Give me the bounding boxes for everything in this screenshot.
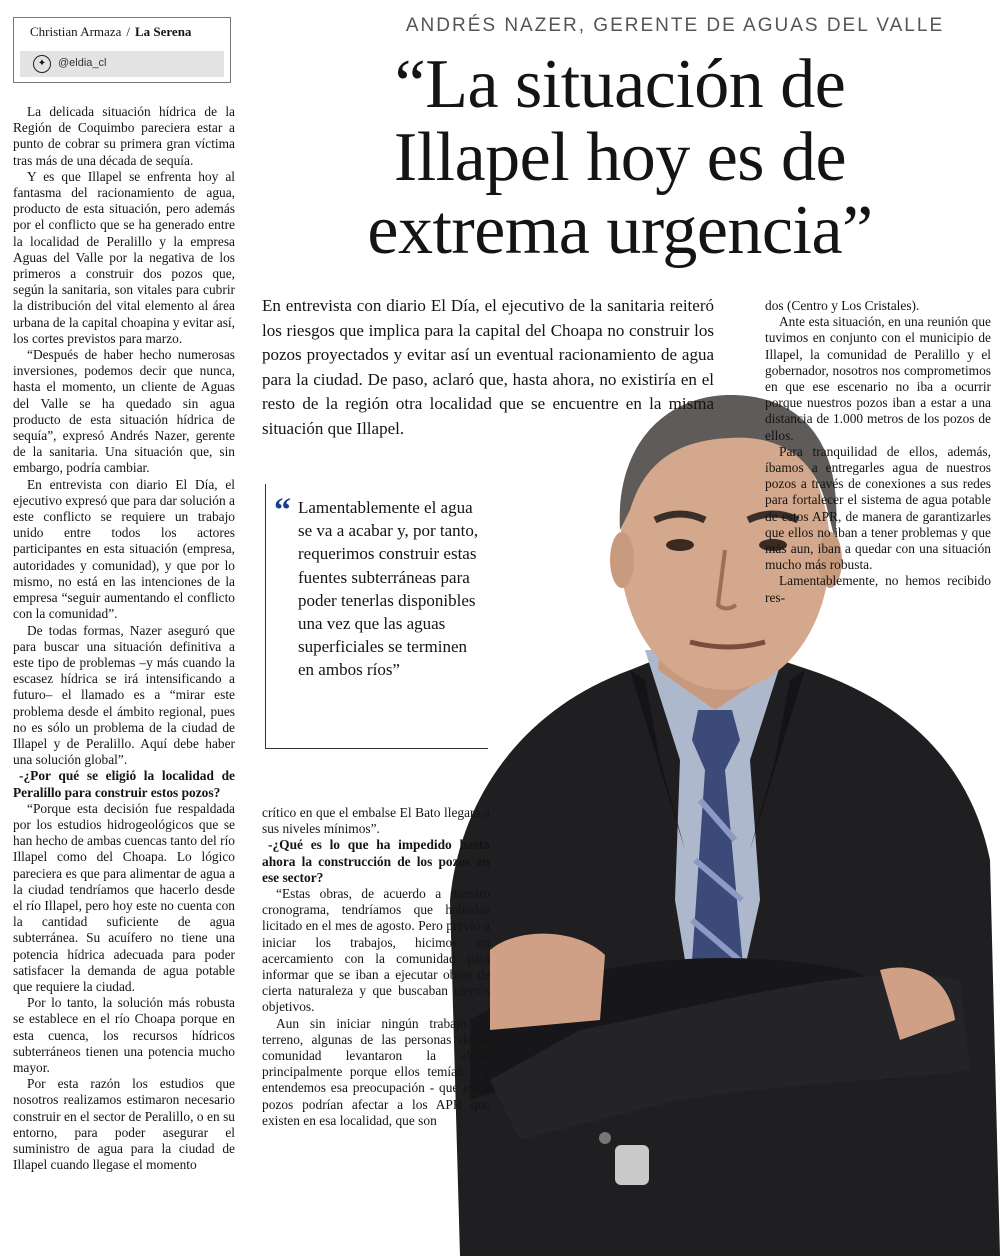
paragraph: Aun sin iniciar ningún trabajo en terreno, algunas de las personas de la comunidad levantaron la alerta principalmente porque ellos temían - y entendemos esa preocupación - que estos pozos podrían afectar a los APR que existen en esa localidad, que son	[262, 1015, 490, 1128]
lead-text: En entrevista con diario El Día, el ejecutivo de la sanitaria reiteró los riesgos que implica para la capital del Choapa no construir los pozos proyectados y evitar así un eventual racionamiento de agua para la ciudad. De paso, aclaró que, hasta ahora, no existiría en el resto de la región otra localidad que se encuentre en la misma situación que Illapel.	[262, 296, 714, 438]
paragraph: crítico en que el embalse El Bato llegara a sus niveles mínimos”.	[262, 805, 490, 837]
pull-quote-box	[265, 484, 488, 749]
social-bar	[20, 51, 224, 77]
headline: “La situación de Illapel hoy es de extrema urgencia”	[367, 46, 873, 269]
byline-box	[13, 17, 231, 83]
kicker: ANDRÉS NAZER, GERENTE DE AGUAS DEL VALLE	[405, 15, 945, 36]
paragraph: “Porque esta decisión fue respaldada por los estudios hidrogeológicos que se han hecho de ambas cuencas tanto del río Illapel como del Choapa. Lo lógico pareciera es que para alimentar de agua a la ciudad tendríamos que hacerlo desde el río Illapel, pero hoy este no cuenta con la cantidad suficiente de agua subterránea. Su acuífero no tiene una potencia hídrica adecuada para poder satisfacer la demanda de agua potable que requiere la ciudad.	[13, 800, 235, 994]
social-handle: @eldia_cl	[58, 57, 107, 69]
byline-separator: /	[126, 24, 130, 39]
paragraph: Lamentablemente, no hemos recibido res-	[765, 573, 991, 605]
interview-question: -¿Qué es lo que ha impedido hasta ahora la construcción de los pozos en ese sector?	[262, 837, 490, 885]
paragraph: “Estas obras, de acuerdo a nuestro cronograma, tendríamos que haberlas licitado en el mes de agosto. Pero previo a iniciar los trabajos, hicimos un acercamiento con la comunidad para informar que se iban a ejecutar obras de cierta naturaleza y que buscaban ciertos objetivos.	[262, 886, 490, 1015]
pull-quote-text: Lamentablemente el agua se va a acabar y, por tanto, requerimos construir estas fuentes subterráneas para poder tenerlas disponibles una vez que las aguas superficiales se terminen en ambos ríos”	[298, 498, 479, 680]
paragraph: Por esta razón los estudios que nosotros realizamos estimaron necesario construir en el sector de Peralillo, o en su entorno, para poder asegurar el suministro de agua para la ciudad de Illapel cuando llegase el momento	[13, 1076, 235, 1173]
author-name: Christian Armaza	[30, 24, 122, 39]
paragraph: “Después de haber hecho numerosas inversiones, podemos decir que nunca, hasta el momento, un cliente de Aguas del Valle se ha quedado sin agua producto de esta situación hídrica de sequía”, expresó Andrés Nazer, gerente de la sanitaria. Una situación que, sin embargo, podría cambiar.	[13, 347, 235, 476]
paragraph: Para tranquilidad de ellos, además, íbamos a entregarles agua de nuestros pozos a través de conexiones a sus redes para fortalecer el sistema de agua potable de estos APR, de manera de garantizarles que ellos no iban a tener problemas y que más aun, iban a quedar con una situación mucho más robusta.	[765, 443, 991, 573]
twitter-bird-icon: ✦	[33, 55, 51, 73]
paragraph: De todas formas, Nazer aseguró que para buscar una situación definitiva a este tipo de problemas –y más cuando la escasez hídrica se irá intensificando a futuro– el llamado es a “mirar este problema desde el ámbito regional, pues no es sólo un problema de la ciudad de Illapel y de Peralillo. Aquí debe haber una solución global”.	[13, 622, 235, 768]
byline	[30, 24, 191, 40]
paragraph: Ante esta situación, en una reunión que tuvimos en conjunto con el municipio de Illapel, la comunidad de Peralillo y el gobernador, nosotros nos comprometimos en que ese escenario no iba a ocurrir porque nuestros pozos iban a estar a una distancia de 1.000 metros de los pozos de ellos.	[765, 314, 991, 443]
paragraph: En entrevista con diario El Día, el ejecutivo expresó que para dar solución a este conflicto se requiere un trabajo unido entre todos los actores participantes en esta situación (empresa, autoridades y comunidad), y que por lo mismo, no está en las intenciones de la empresa “seguir aumentando el conflicto con la comunidad”.	[13, 476, 235, 622]
article-column-2	[262, 805, 490, 1129]
paragraph: Por lo tanto, la solución más robusta se establece en el río Choapa porque en esta cuenca, los recursos hídricos subterráneos tienen una potencia mucho mayor.	[13, 995, 235, 1075]
lead-paragraph	[262, 294, 714, 441]
article-column-1	[13, 104, 235, 1173]
paragraph: Y es que Illapel se enfrenta hoy al fantasma del racionamiento de agua, producto de esta situación, pero además por el conflicto que se ha generado entre la localidad de Peralillo y la empresa Aguas del Valle por la negativa de los primeros a construir dos pozos que, según la sanitaria, son vitales para cubrir la distribución del vital elemento al área urbana de la capital choapina y evitar así, los cortes previstos para marzo.	[13, 168, 235, 346]
paragraph: dos (Centro y Los Cristales).	[765, 298, 920, 313]
quote-mark-icon: “	[274, 492, 291, 529]
article-column-3	[765, 298, 991, 606]
interview-question: -¿Por qué se eligió la localidad de Peralillo para construir estos pozos?	[13, 768, 235, 800]
byline-city: La Serena	[134, 24, 192, 39]
paragraph: La delicada situación hídrica de la Región de Coquimbo pareciera estar a punto de cobrar su primera gran víctima tras más de una década de sequía.	[13, 104, 235, 168]
